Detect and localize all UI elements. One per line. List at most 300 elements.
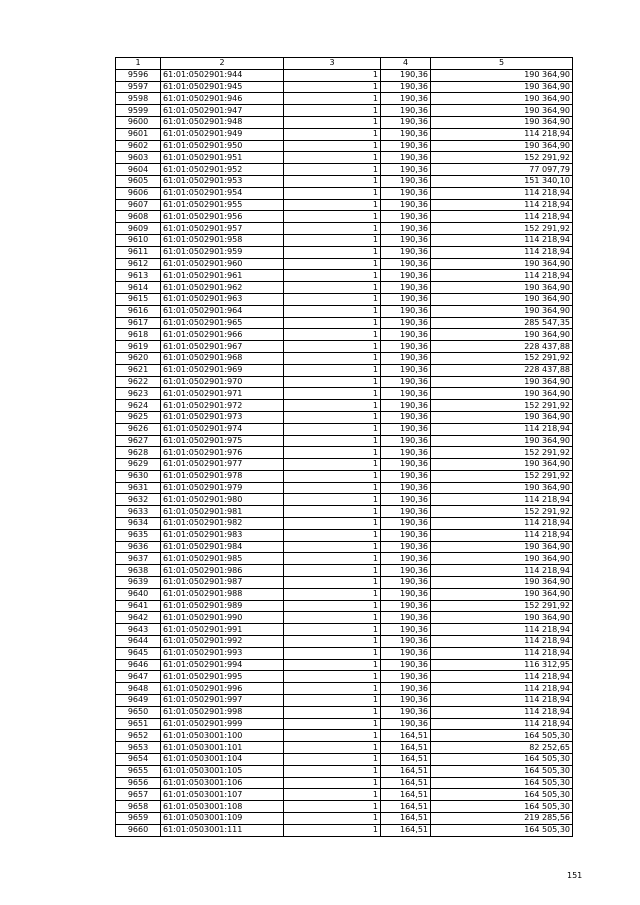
cell-col-5: 190 364,90 — [431, 411, 573, 423]
cell-col-5: 190 364,90 — [431, 588, 573, 600]
cell-col-4: 190,36 — [381, 352, 431, 364]
cell-col-3: 1 — [284, 388, 381, 400]
cell-col-5: 228 437,88 — [431, 341, 573, 353]
cell-col-4: 164,51 — [381, 730, 431, 742]
cell-col-1: 9620 — [116, 352, 161, 364]
cell-col-5: 190 364,90 — [431, 105, 573, 117]
cell-col-5: 190 364,90 — [431, 140, 573, 152]
cell-col-4: 190,36 — [381, 718, 431, 730]
cell-col-1: 9645 — [116, 647, 161, 659]
cell-col-3: 1 — [284, 175, 381, 187]
cell-col-2: 61:01:0502901:945 — [161, 81, 284, 93]
cell-col-3: 1 — [284, 69, 381, 81]
cell-col-2: 61:01:0502901:985 — [161, 553, 284, 565]
cell-col-5: 152 291,92 — [431, 223, 573, 235]
cell-col-2: 61:01:0502901:972 — [161, 400, 284, 412]
cell-col-3: 1 — [284, 270, 381, 282]
cell-col-1: 9655 — [116, 765, 161, 777]
cell-col-5: 164 505,30 — [431, 801, 573, 813]
cell-col-2: 61:01:0502901:967 — [161, 341, 284, 353]
table-row — [116, 789, 573, 801]
cell-col-4: 190,36 — [381, 152, 431, 164]
table-row — [116, 246, 573, 258]
cell-col-1: 9635 — [116, 529, 161, 541]
cell-col-1: 9608 — [116, 211, 161, 223]
cell-col-4: 190,36 — [381, 376, 431, 388]
cell-col-5: 190 364,90 — [431, 388, 573, 400]
cell-col-4: 164,51 — [381, 765, 431, 777]
table-body — [116, 69, 573, 836]
cell-col-5: 114 218,94 — [431, 565, 573, 577]
cell-col-2: 61:01:0502901:976 — [161, 447, 284, 459]
cell-col-3: 1 — [284, 529, 381, 541]
cell-col-1: 9598 — [116, 93, 161, 105]
cell-col-1: 9650 — [116, 706, 161, 718]
cell-col-3: 1 — [284, 671, 381, 683]
cell-col-5: 152 291,92 — [431, 152, 573, 164]
cell-col-3: 1 — [284, 730, 381, 742]
cell-col-2: 61:01:0503001:107 — [161, 789, 284, 801]
cell-col-1: 9596 — [116, 69, 161, 81]
cell-col-2: 61:01:0502901:986 — [161, 565, 284, 577]
cell-col-3: 1 — [284, 659, 381, 671]
cell-col-1: 9617 — [116, 317, 161, 329]
cell-col-3: 1 — [284, 600, 381, 612]
cell-col-1: 9607 — [116, 199, 161, 211]
cell-col-4: 190,36 — [381, 647, 431, 659]
cell-col-2: 61:01:0502901:950 — [161, 140, 284, 152]
cell-col-1: 9612 — [116, 258, 161, 270]
cell-col-3: 1 — [284, 411, 381, 423]
table-row — [116, 388, 573, 400]
cell-col-2: 61:01:0502901:969 — [161, 364, 284, 376]
cell-col-3: 1 — [284, 223, 381, 235]
table-row — [116, 541, 573, 553]
cell-col-5: 190 364,90 — [431, 293, 573, 305]
cell-col-2: 61:01:0503001:109 — [161, 813, 284, 825]
cell-col-3: 1 — [284, 565, 381, 577]
cell-col-2: 61:01:0502901:960 — [161, 258, 284, 270]
cell-col-1: 9640 — [116, 588, 161, 600]
cell-col-4: 190,36 — [381, 706, 431, 718]
cell-col-5: 114 218,94 — [431, 234, 573, 246]
cell-col-3: 1 — [284, 777, 381, 789]
cell-col-2: 61:01:0502901:953 — [161, 175, 284, 187]
cell-col-4: 190,36 — [381, 612, 431, 624]
table-row — [116, 105, 573, 117]
cell-col-3: 1 — [284, 588, 381, 600]
cell-col-3: 1 — [284, 789, 381, 801]
cell-col-1: 9600 — [116, 116, 161, 128]
cell-col-3: 1 — [284, 765, 381, 777]
cell-col-5: 164 505,30 — [431, 765, 573, 777]
cell-col-5: 164 505,30 — [431, 754, 573, 766]
cell-col-2: 61:01:0502901:979 — [161, 482, 284, 494]
cell-col-3: 1 — [284, 364, 381, 376]
cell-col-3: 1 — [284, 435, 381, 447]
cell-col-3: 1 — [284, 695, 381, 707]
cell-col-1: 9639 — [116, 577, 161, 589]
table-row — [116, 341, 573, 353]
cell-col-1: 9657 — [116, 789, 161, 801]
cell-col-1: 9654 — [116, 754, 161, 766]
cell-col-2: 61:01:0502901:983 — [161, 529, 284, 541]
cell-col-5: 114 218,94 — [431, 683, 573, 695]
cell-col-5: 114 218,94 — [431, 706, 573, 718]
cell-col-3: 1 — [284, 258, 381, 270]
table-row — [116, 376, 573, 388]
cell-col-3: 1 — [284, 459, 381, 471]
table-row — [116, 187, 573, 199]
cell-col-4: 190,36 — [381, 364, 431, 376]
cell-col-2: 61:01:0502901:965 — [161, 317, 284, 329]
cell-col-5: 219 285,56 — [431, 813, 573, 825]
cell-col-4: 190,36 — [381, 565, 431, 577]
table-row — [116, 69, 573, 81]
cell-col-5: 152 291,92 — [431, 447, 573, 459]
cell-col-3: 1 — [284, 293, 381, 305]
cell-col-4: 190,36 — [381, 624, 431, 636]
cell-col-5: 190 364,90 — [431, 612, 573, 624]
table-row — [116, 718, 573, 730]
cell-col-5: 114 218,94 — [431, 199, 573, 211]
cell-col-5: 114 218,94 — [431, 246, 573, 258]
cell-col-3: 1 — [284, 164, 381, 176]
cell-col-3: 1 — [284, 305, 381, 317]
cell-col-5: 114 218,94 — [431, 187, 573, 199]
cell-col-2: 61:01:0502901:991 — [161, 624, 284, 636]
table-row — [116, 565, 573, 577]
cell-col-2: 61:01:0502901:993 — [161, 647, 284, 659]
cell-col-3: 1 — [284, 506, 381, 518]
cell-col-1: 9632 — [116, 494, 161, 506]
header-col-4: 4 — [381, 58, 431, 70]
table-row — [116, 234, 573, 246]
cell-col-5: 114 218,94 — [431, 270, 573, 282]
cell-col-1: 9609 — [116, 223, 161, 235]
cell-col-5: 152 291,92 — [431, 600, 573, 612]
table-row — [116, 423, 573, 435]
cell-col-5: 190 364,90 — [431, 282, 573, 294]
cell-col-1: 9622 — [116, 376, 161, 388]
cell-col-2: 61:01:0502901:964 — [161, 305, 284, 317]
cell-col-5: 190 364,90 — [431, 553, 573, 565]
cell-col-5: 114 218,94 — [431, 647, 573, 659]
table-row — [116, 400, 573, 412]
table-row — [116, 164, 573, 176]
data-table — [115, 57, 573, 837]
cell-col-1: 9634 — [116, 518, 161, 530]
cell-col-2: 61:01:0503001:111 — [161, 824, 284, 836]
cell-col-4: 190,36 — [381, 529, 431, 541]
cell-col-4: 190,36 — [381, 164, 431, 176]
cell-col-3: 1 — [284, 105, 381, 117]
header-col-2: 2 — [161, 58, 284, 70]
table-row — [116, 282, 573, 294]
cell-col-4: 190,36 — [381, 671, 431, 683]
cell-col-1: 9602 — [116, 140, 161, 152]
cell-col-4: 190,36 — [381, 553, 431, 565]
cell-col-3: 1 — [284, 482, 381, 494]
cell-col-4: 190,36 — [381, 258, 431, 270]
cell-col-4: 190,36 — [381, 329, 431, 341]
cell-col-4: 190,36 — [381, 411, 431, 423]
cell-col-3: 1 — [284, 518, 381, 530]
cell-col-1: 9621 — [116, 364, 161, 376]
cell-col-2: 61:01:0502901:994 — [161, 659, 284, 671]
cell-col-1: 9599 — [116, 105, 161, 117]
cell-col-2: 61:01:0503001:106 — [161, 777, 284, 789]
cell-col-1: 9627 — [116, 435, 161, 447]
cell-col-5: 152 291,92 — [431, 400, 573, 412]
cell-col-3: 1 — [284, 553, 381, 565]
cell-col-1: 9625 — [116, 411, 161, 423]
cell-col-3: 1 — [284, 400, 381, 412]
cell-col-1: 9646 — [116, 659, 161, 671]
cell-col-5: 190 364,90 — [431, 81, 573, 93]
cell-col-1: 9656 — [116, 777, 161, 789]
cell-col-3: 1 — [284, 81, 381, 93]
table-row — [116, 553, 573, 565]
table-row — [116, 754, 573, 766]
table-row — [116, 659, 573, 671]
cell-col-3: 1 — [284, 754, 381, 766]
cell-col-2: 61:01:0502901:958 — [161, 234, 284, 246]
cell-col-4: 190,36 — [381, 447, 431, 459]
cell-col-1: 9638 — [116, 565, 161, 577]
cell-col-4: 164,51 — [381, 801, 431, 813]
cell-col-3: 1 — [284, 352, 381, 364]
cell-col-1: 9610 — [116, 234, 161, 246]
cell-col-5: 114 218,94 — [431, 518, 573, 530]
cell-col-1: 9628 — [116, 447, 161, 459]
cell-col-2: 61:01:0503001:108 — [161, 801, 284, 813]
cell-col-1: 9658 — [116, 801, 161, 813]
cell-col-3: 1 — [284, 718, 381, 730]
cell-col-3: 1 — [284, 234, 381, 246]
cell-col-1: 9642 — [116, 612, 161, 624]
cell-col-4: 190,36 — [381, 317, 431, 329]
cell-col-3: 1 — [284, 541, 381, 553]
cell-col-2: 61:01:0503001:105 — [161, 765, 284, 777]
cell-col-2: 61:01:0502901:951 — [161, 152, 284, 164]
table-row — [116, 447, 573, 459]
cell-col-3: 1 — [284, 742, 381, 754]
cell-col-1: 9647 — [116, 671, 161, 683]
table-row — [116, 671, 573, 683]
cell-col-2: 61:01:0502901:997 — [161, 695, 284, 707]
cell-col-5: 190 364,90 — [431, 541, 573, 553]
cell-col-2: 61:01:0502901:949 — [161, 128, 284, 140]
cell-col-2: 61:01:0502901:995 — [161, 671, 284, 683]
table-row — [116, 305, 573, 317]
table-row — [116, 270, 573, 282]
cell-col-3: 1 — [284, 317, 381, 329]
cell-col-5: 114 218,94 — [431, 529, 573, 541]
cell-col-4: 190,36 — [381, 223, 431, 235]
table-row — [116, 600, 573, 612]
cell-col-4: 190,36 — [381, 388, 431, 400]
cell-col-5: 190 364,90 — [431, 435, 573, 447]
cell-col-5: 114 218,94 — [431, 671, 573, 683]
cell-col-1: 9644 — [116, 636, 161, 648]
header-row — [116, 58, 573, 70]
cell-col-3: 1 — [284, 636, 381, 648]
cell-col-1: 9659 — [116, 813, 161, 825]
cell-col-4: 164,51 — [381, 813, 431, 825]
cell-col-2: 61:01:0502901:992 — [161, 636, 284, 648]
cell-col-1: 9624 — [116, 400, 161, 412]
cell-col-3: 1 — [284, 128, 381, 140]
table-row — [116, 813, 573, 825]
cell-col-4: 190,36 — [381, 636, 431, 648]
cell-col-4: 190,36 — [381, 305, 431, 317]
cell-col-5: 190 364,90 — [431, 376, 573, 388]
cell-col-1: 9653 — [116, 742, 161, 754]
cell-col-4: 190,36 — [381, 683, 431, 695]
cell-col-3: 1 — [284, 447, 381, 459]
cell-col-2: 61:01:0502901:988 — [161, 588, 284, 600]
cell-col-3: 1 — [284, 152, 381, 164]
table-row — [116, 352, 573, 364]
table-row — [116, 482, 573, 494]
cell-col-3: 1 — [284, 140, 381, 152]
cell-col-4: 190,36 — [381, 600, 431, 612]
cell-col-2: 61:01:0502901:981 — [161, 506, 284, 518]
cell-col-3: 1 — [284, 470, 381, 482]
cell-col-4: 190,36 — [381, 518, 431, 530]
cell-col-1: 9633 — [116, 506, 161, 518]
cell-col-4: 190,36 — [381, 140, 431, 152]
table-row — [116, 223, 573, 235]
cell-col-4: 190,36 — [381, 128, 431, 140]
cell-col-2: 61:01:0502901:968 — [161, 352, 284, 364]
cell-col-1: 9648 — [116, 683, 161, 695]
table-row — [116, 459, 573, 471]
cell-col-5: 190 364,90 — [431, 577, 573, 589]
table-row — [116, 624, 573, 636]
cell-col-5: 77 097,79 — [431, 164, 573, 176]
cell-col-3: 1 — [284, 329, 381, 341]
table-row — [116, 647, 573, 659]
cell-col-5: 151 340,10 — [431, 175, 573, 187]
table-row — [116, 824, 573, 836]
table-row — [116, 742, 573, 754]
cell-col-2: 61:01:0502901:944 — [161, 69, 284, 81]
cell-col-2: 61:01:0502901:975 — [161, 435, 284, 447]
cell-col-1: 9619 — [116, 341, 161, 353]
table-row — [116, 470, 573, 482]
cell-col-4: 164,51 — [381, 824, 431, 836]
cell-col-4: 164,51 — [381, 742, 431, 754]
cell-col-4: 190,36 — [381, 116, 431, 128]
cell-col-5: 152 291,92 — [431, 506, 573, 518]
cell-col-4: 190,36 — [381, 341, 431, 353]
cell-col-4: 190,36 — [381, 470, 431, 482]
cell-col-2: 61:01:0502901:952 — [161, 164, 284, 176]
cell-col-1: 9652 — [116, 730, 161, 742]
cell-col-2: 61:01:0502901:987 — [161, 577, 284, 589]
cell-col-2: 61:01:0502901:962 — [161, 282, 284, 294]
cell-col-1: 9615 — [116, 293, 161, 305]
table-row — [116, 364, 573, 376]
table-row — [116, 588, 573, 600]
cell-col-2: 61:01:0502901:961 — [161, 270, 284, 282]
table-row — [116, 577, 573, 589]
cell-col-5: 114 218,94 — [431, 128, 573, 140]
cell-col-5: 190 364,90 — [431, 69, 573, 81]
cell-col-2: 61:01:0503001:101 — [161, 742, 284, 754]
cell-col-4: 190,36 — [381, 234, 431, 246]
cell-col-2: 61:01:0502901:970 — [161, 376, 284, 388]
page-number: 151 — [567, 871, 583, 880]
cell-col-4: 190,36 — [381, 293, 431, 305]
cell-col-5: 190 364,90 — [431, 482, 573, 494]
cell-col-2: 61:01:0503001:104 — [161, 754, 284, 766]
table-row — [116, 258, 573, 270]
header-col-1: 1 — [116, 58, 161, 70]
cell-col-1: 9641 — [116, 600, 161, 612]
cell-col-3: 1 — [284, 624, 381, 636]
cell-col-5: 190 364,90 — [431, 459, 573, 471]
cell-col-5: 164 505,30 — [431, 730, 573, 742]
cell-col-3: 1 — [284, 116, 381, 128]
cell-col-1: 9626 — [116, 423, 161, 435]
cell-col-5: 114 218,94 — [431, 695, 573, 707]
cell-col-4: 190,36 — [381, 81, 431, 93]
cell-col-3: 1 — [284, 376, 381, 388]
cell-col-2: 61:01:0502901:984 — [161, 541, 284, 553]
cell-col-1: 9606 — [116, 187, 161, 199]
cell-col-2: 61:01:0502901:956 — [161, 211, 284, 223]
cell-col-1: 9649 — [116, 695, 161, 707]
cell-col-5: 285 547,35 — [431, 317, 573, 329]
table-row — [116, 518, 573, 530]
table-row — [116, 152, 573, 164]
cell-col-2: 61:01:0502901:996 — [161, 683, 284, 695]
cell-col-2: 61:01:0502901:989 — [161, 600, 284, 612]
cell-col-2: 61:01:0502901:963 — [161, 293, 284, 305]
table-row — [116, 175, 573, 187]
table-row — [116, 695, 573, 707]
cell-col-4: 190,36 — [381, 199, 431, 211]
cell-col-4: 190,36 — [381, 211, 431, 223]
cell-col-3: 1 — [284, 282, 381, 294]
cell-col-3: 1 — [284, 801, 381, 813]
cell-col-1: 9651 — [116, 718, 161, 730]
table-row — [116, 506, 573, 518]
cell-col-3: 1 — [284, 683, 381, 695]
cell-col-4: 164,51 — [381, 754, 431, 766]
cell-col-2: 61:01:0502901:974 — [161, 423, 284, 435]
cell-col-1: 9616 — [116, 305, 161, 317]
cell-col-4: 190,36 — [381, 588, 431, 600]
cell-col-4: 190,36 — [381, 69, 431, 81]
cell-col-4: 164,51 — [381, 777, 431, 789]
cell-col-5: 190 364,90 — [431, 329, 573, 341]
cell-col-4: 190,36 — [381, 506, 431, 518]
cell-col-4: 190,36 — [381, 459, 431, 471]
table-row — [116, 81, 573, 93]
cell-col-5: 114 218,94 — [431, 624, 573, 636]
table-row — [116, 801, 573, 813]
cell-col-1: 9623 — [116, 388, 161, 400]
cell-col-2: 61:01:0502901:966 — [161, 329, 284, 341]
header-col-5: 5 — [431, 58, 573, 70]
cell-col-1: 9601 — [116, 128, 161, 140]
cell-col-1: 9629 — [116, 459, 161, 471]
cell-col-5: 114 218,94 — [431, 211, 573, 223]
